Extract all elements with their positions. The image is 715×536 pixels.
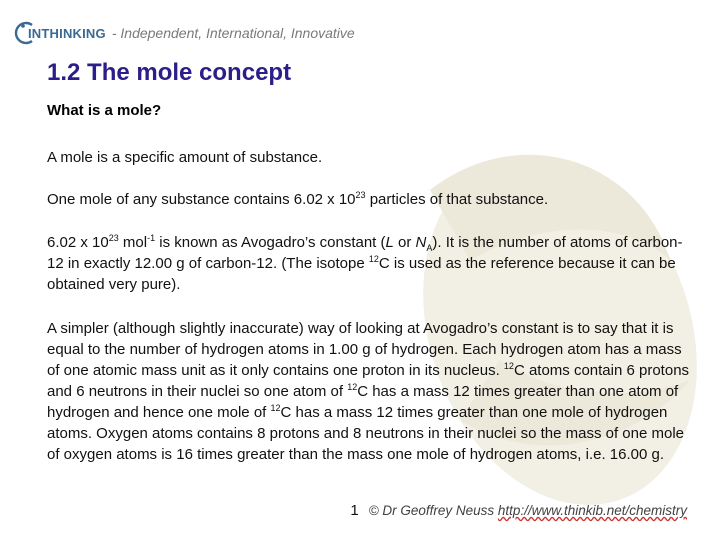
tagline: - Independent, International, Innovative [111,25,355,41]
page-number: 1 [350,502,359,519]
page-title: 1.2 The mole concept [47,59,292,86]
footer [350,502,687,519]
paragraph-particles: One mole of any substance contains 6.02 x $10^{23}$ particles of that substance. [47,190,549,208]
header [12,20,355,46]
credit-link[interactable]: http://www.thinkib.net/chemistry [497,503,687,518]
logo-text: INTHINKING [28,25,106,41]
paragraph-explanation: A simpler (although slightly inaccurate) way of looking at Avogadro’s constant is to say that it is equal to the number of hydrogen atoms in 1.00 g of hydrogen. Each hydrogen atom has a mass of one atomic mass unit as it only contains one proton in its nucleus. $^{12}$C atoms contain 6 protons and 6 neutrons in their nuclei so one atom of $^{12}$C has a mass 12 times greater than one atom of hydrogen and hence one mole of $^{12}$C has a mass 12 times greater than one mole of hydrogen atoms. Oxygen atoms contains 8 protons and 8 neutrons in their nuclei so the mass of one mole of oxygen atoms is 16 times greater than the mass one mole of hydrogen atoms, i.e. 16.00 g. [47,320,690,463]
paragraph-avogadro-constant: 6.02 x $10^{23}$ mol$^{-1}$ is known as Avogadro’s constant (L or $N_A$). It is the number of atoms of carbon-12 in exactly 12.00 g of carbon-12. (The isotope $^{12}$C is used as the reference because it can be obtained very pure). [47,233,683,293]
paragraph-definition: A mole is a specific amount of substance. [47,149,323,166]
copyright-credit: © Dr Geoffrey Neuss http://www.thinkib.net/chemistry [368,503,687,518]
section-heading: What is a mole? [47,102,162,119]
inthinking-logo [12,20,106,46]
